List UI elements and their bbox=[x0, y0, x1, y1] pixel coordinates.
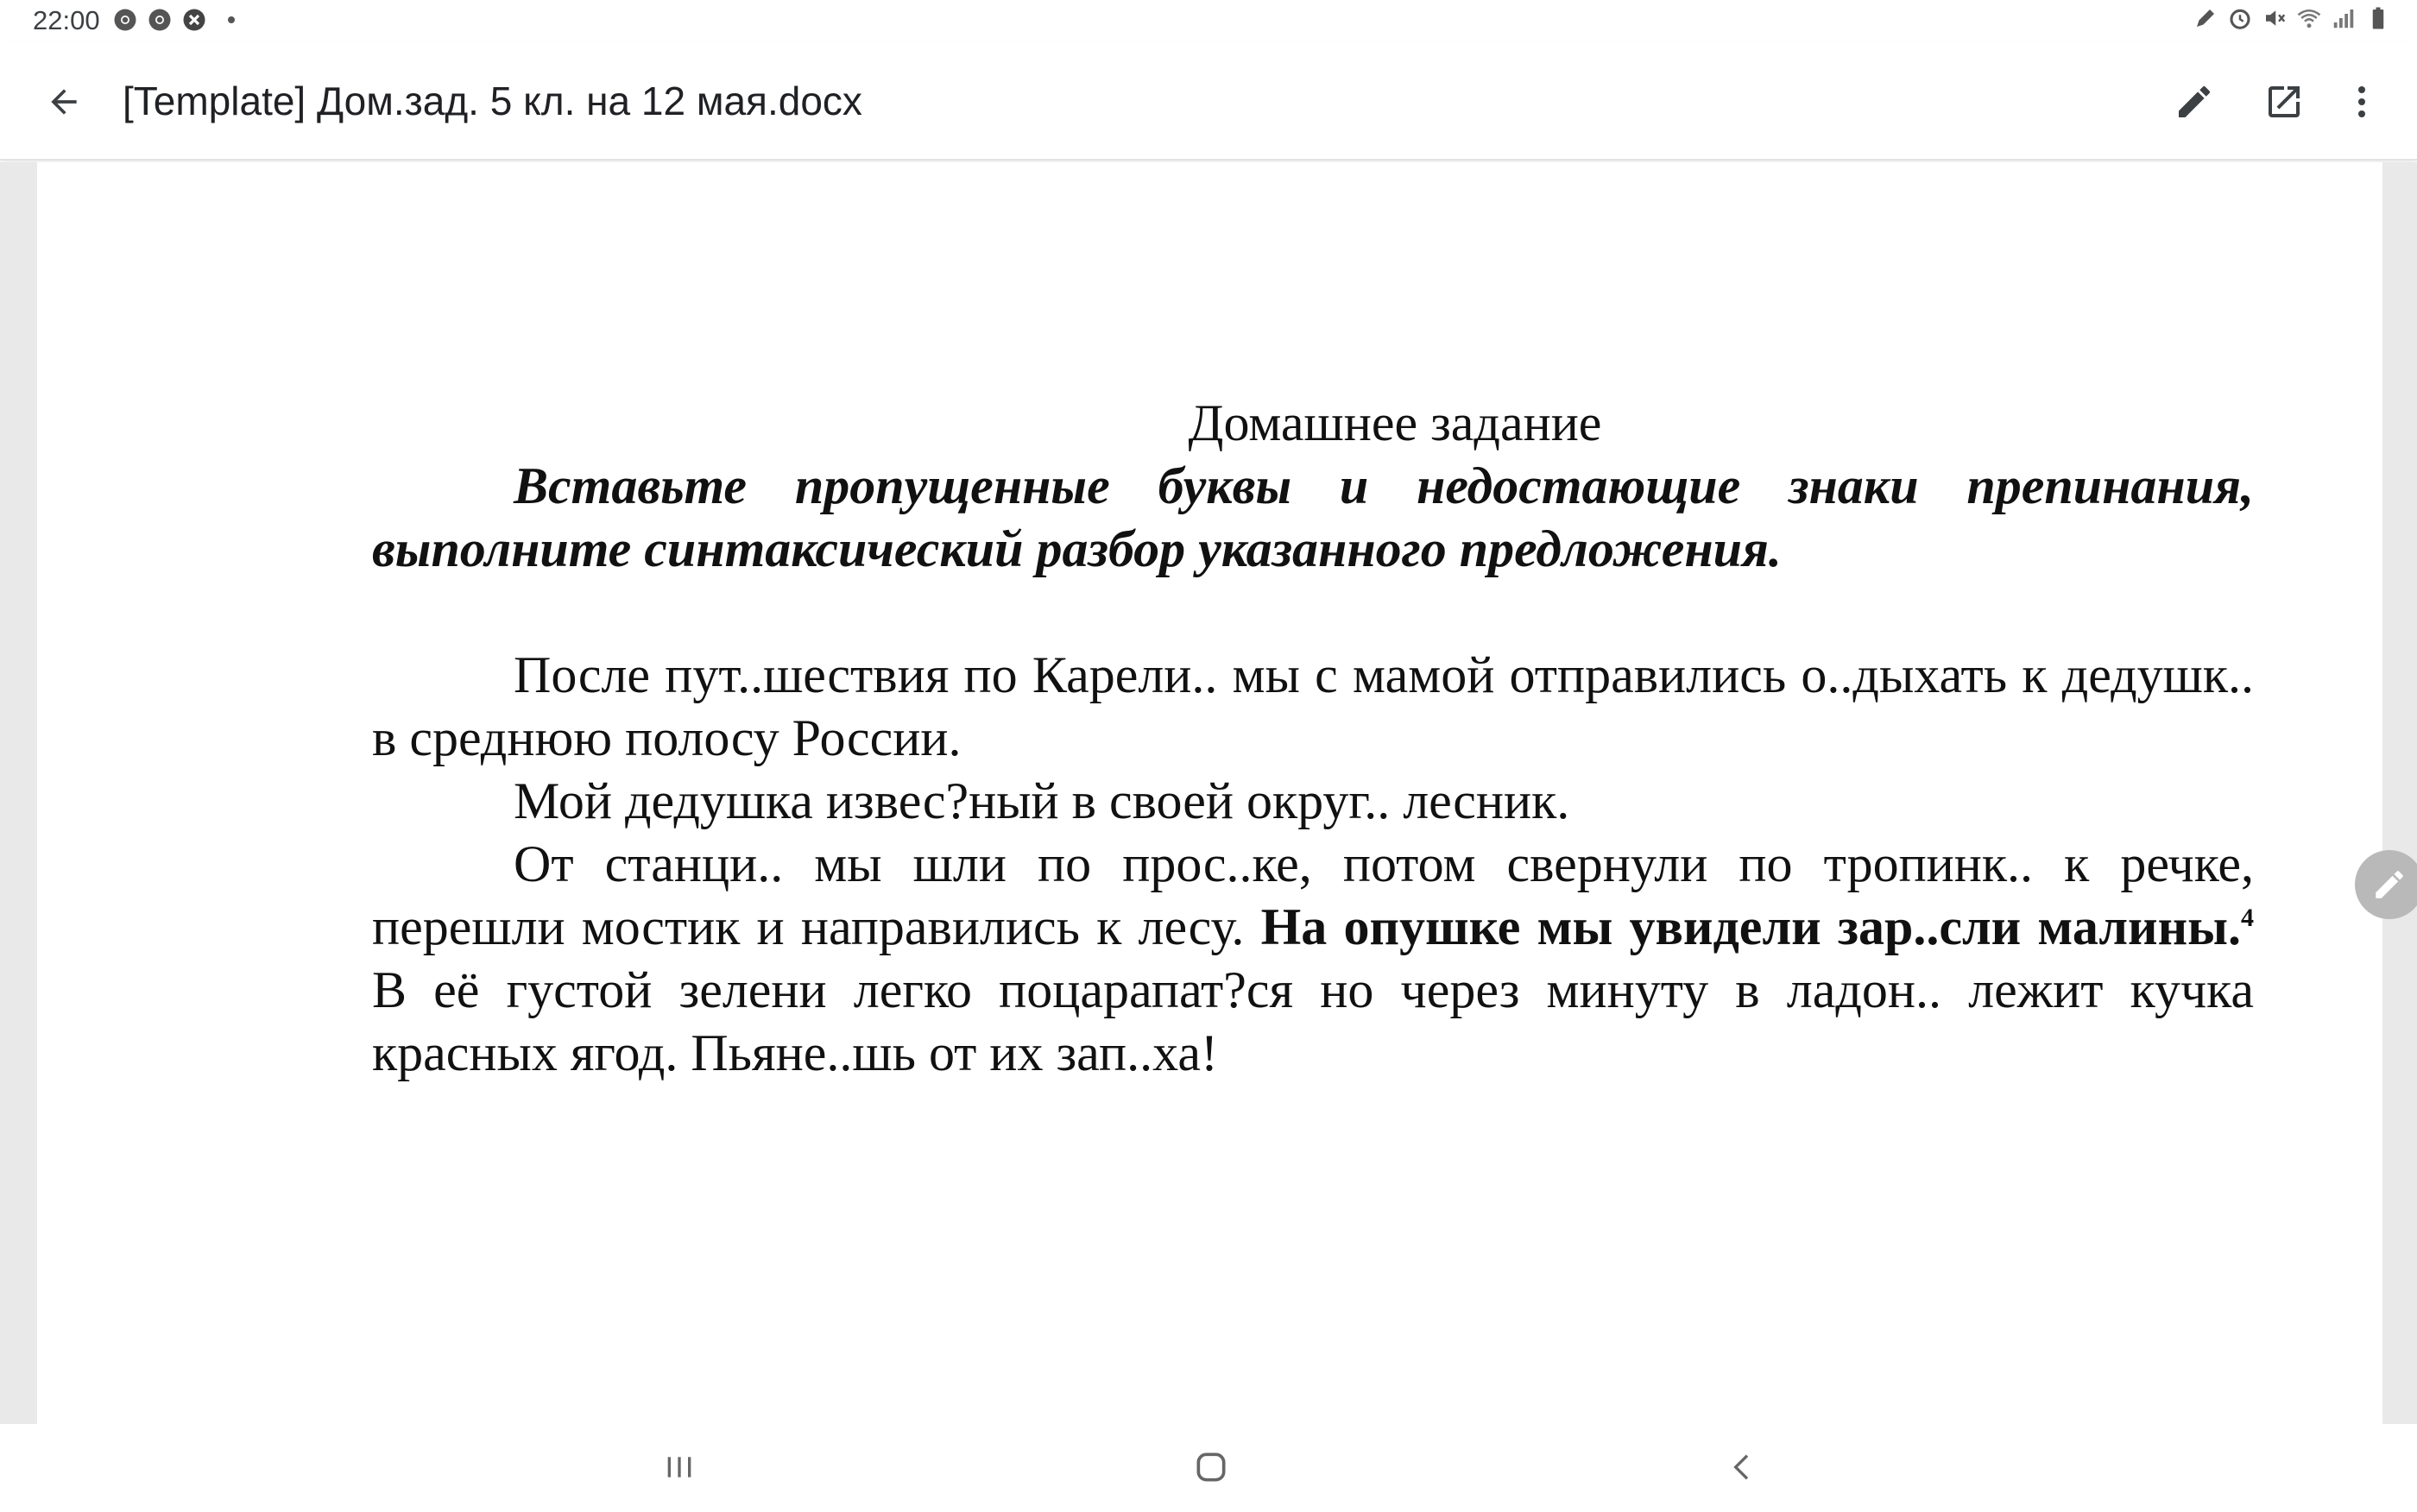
open-in-new-button[interactable] bbox=[2258, 76, 2310, 128]
chrome-icon bbox=[112, 7, 138, 33]
status-icons-right bbox=[2193, 5, 2391, 31]
battery-icon bbox=[2365, 5, 2391, 31]
paragraph-1: После пут..шествия по Карели.. мы с мамой отправились о..дыхать к дедушк.. в среднюю полосу России. bbox=[372, 646, 2254, 766]
document-title: [Template] Дом.зад. 5 кл. на 12 мая.docx bbox=[123, 79, 862, 123]
home-icon bbox=[1192, 1448, 1230, 1486]
home-button[interactable] bbox=[1181, 1441, 1241, 1493]
app-bar bbox=[0, 43, 2417, 161]
open-in-new-icon bbox=[2263, 81, 2305, 123]
paragraph-3-end: В её густой зелени легко поцарапат?ся но через минуту в ладон.. лежит кучка красных ягод. Пьяне..шь от их зап..ха! bbox=[372, 961, 2254, 1081]
edit-pencil-icon bbox=[2174, 81, 2215, 123]
status-time: 22:00 bbox=[33, 5, 100, 35]
status-icons-left bbox=[112, 7, 235, 33]
edit-button[interactable] bbox=[2168, 76, 2220, 128]
highlighted-sentence: На опушке мы увидели зар..сли малины. bbox=[1260, 898, 2242, 955]
system-back-button[interactable] bbox=[1713, 1441, 1773, 1493]
notification-dot bbox=[228, 16, 235, 23]
more-options-button[interactable] bbox=[2336, 76, 2388, 128]
floating-edit-button[interactable] bbox=[2355, 850, 2417, 919]
wifi-icon bbox=[2296, 5, 2322, 31]
recent-apps-button[interactable] bbox=[649, 1441, 710, 1493]
document-viewer[interactable] bbox=[0, 162, 2417, 1424]
more-vert-icon bbox=[2341, 81, 2382, 123]
back-arrow-icon bbox=[45, 83, 83, 121]
status-bar bbox=[0, 0, 2417, 43]
document-body bbox=[372, 392, 2254, 1085]
paragraph-2: Мой дедушка извес?ный в своей округ.. лесник. bbox=[514, 772, 1570, 829]
document-heading: Домашнее задание bbox=[1188, 394, 1602, 451]
alarm-icon bbox=[2227, 5, 2253, 31]
back-chevron-icon bbox=[1726, 1450, 1760, 1484]
chrome-icon bbox=[147, 7, 173, 33]
document-page bbox=[37, 162, 2382, 1424]
signal-icon bbox=[2331, 5, 2357, 31]
edit-pencil-icon bbox=[2371, 866, 2408, 903]
mute-icon bbox=[2262, 5, 2288, 31]
pen-icon bbox=[2193, 5, 2218, 31]
back-button[interactable] bbox=[38, 76, 90, 128]
paragraph-3 bbox=[372, 833, 2254, 1085]
system-nav-bar bbox=[0, 1424, 2417, 1512]
paragraph-3-start: От станци.. мы шли по прос..ке, потом свернули по тропинк.. к речке, перешли мостик и направились к лесу. bbox=[372, 835, 2254, 955]
app-x-icon bbox=[181, 7, 207, 33]
document-instruction: Вставьте пропущенные буквы и недостающие знаки препинания, выполните синтаксический разбор указанного предложения. bbox=[372, 457, 2254, 577]
recent-apps-icon bbox=[662, 1450, 697, 1484]
footnote-marker: 4 bbox=[2241, 904, 2255, 932]
